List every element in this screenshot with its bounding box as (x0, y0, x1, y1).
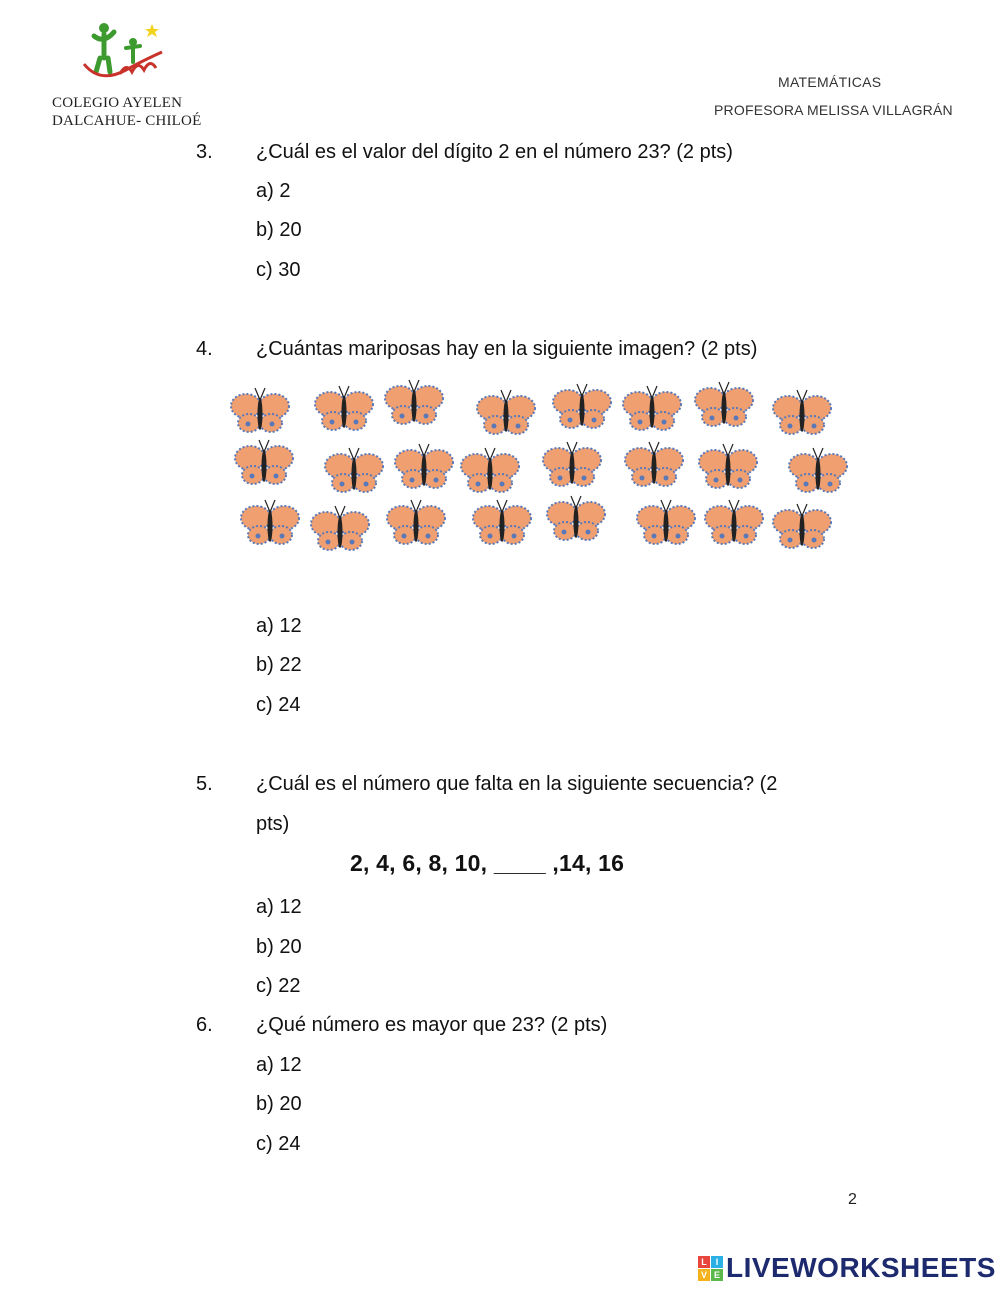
question-4-option-c[interactable]: c) 24 (256, 694, 301, 716)
question-3-option-c[interactable]: c) 30 (256, 259, 301, 281)
school-logo (80, 18, 170, 90)
butterfly-18 (311, 506, 369, 550)
question-5-option-b[interactable]: b) 20 (256, 936, 302, 958)
question-3-text: ¿Cuál es el valor del dígito 2 en el número 23? (2 pts) (256, 141, 733, 163)
butterfly-20 (473, 500, 531, 544)
butterfly-6 (623, 386, 681, 430)
teacher-label: PROFESORA MELISSA VILLAGRÁN (714, 102, 953, 118)
butterfly-15 (699, 444, 757, 488)
question-3-option-b[interactable]: b) 20 (256, 219, 302, 241)
school-name (52, 94, 201, 130)
butterfly-12 (461, 448, 519, 492)
question-4-option-b[interactable]: b) 22 (256, 654, 302, 676)
butterfly-16 (789, 448, 847, 492)
butterfly-8 (773, 390, 831, 434)
butterfly-5 (553, 384, 611, 428)
question-6-option-b[interactable]: b) 20 (256, 1093, 302, 1115)
mark-letter-l: L (698, 1256, 710, 1268)
mark-letter-e: E (711, 1269, 723, 1281)
butterfly-1 (231, 388, 289, 432)
question-3-option-a[interactable]: a) 2 (256, 180, 291, 202)
butterfly-13 (543, 442, 601, 486)
butterfly-24 (773, 504, 831, 548)
question-4-text: ¿Cuántas mariposas hay en la siguiente imagen? (2 pts) (256, 338, 758, 360)
question-5-option-a[interactable]: a) 12 (256, 896, 302, 918)
question-5-text-line2: pts) (256, 813, 290, 835)
butterfly-3 (385, 380, 443, 424)
butterfly-21 (547, 496, 605, 540)
butterfly-17 (241, 500, 299, 544)
question-6-option-a[interactable]: a) 12 (256, 1054, 302, 1076)
mark-letter-i: I (711, 1256, 723, 1268)
butterfly-22 (637, 500, 695, 544)
question-5-option-c[interactable]: c) 22 (256, 975, 301, 997)
question-5-text-line1: ¿Cuál es el número que falta en la siguiente secuencia? (2 (256, 773, 778, 795)
butterfly-2 (315, 386, 373, 430)
butterfly-23 (705, 500, 763, 544)
question-6-option-c[interactable]: c) 24 (256, 1133, 301, 1155)
butterflies-image (220, 372, 860, 562)
question-4-option-a[interactable]: a) 12 (256, 615, 302, 637)
butterfly-9 (235, 440, 293, 484)
question-3-number: 3. (196, 141, 213, 163)
school-name-line1: COLEGIO AYELEN (52, 95, 183, 111)
liveworksheets-mark-icon (698, 1256, 723, 1281)
mark-letter-v: V (698, 1269, 710, 1281)
page-number: 2 (848, 1191, 857, 1208)
butterfly-10 (325, 448, 383, 492)
question-4-number: 4. (196, 338, 213, 360)
subject-label: MATEMÁTICAS (778, 74, 882, 90)
school-name-line2: DALCAHUE- CHILOÉ (52, 113, 202, 129)
butterfly-4 (477, 390, 535, 434)
question-6-text: ¿Qué número es mayor que 23? (2 pts) (256, 1014, 608, 1036)
butterfly-14 (625, 442, 683, 486)
question-6-number: 6. (196, 1014, 213, 1036)
butterfly-19 (387, 500, 445, 544)
liveworksheets-brand: LIVEWORKSHEETS (726, 1252, 996, 1283)
number-sequence: 2, 4, 6, 8, 10, ____ ,14, 16 (350, 850, 625, 876)
question-5-number: 5. (196, 773, 213, 795)
butterfly-11 (395, 444, 453, 488)
butterfly-7 (695, 382, 753, 426)
liveworksheets-logo[interactable] (698, 1252, 996, 1284)
